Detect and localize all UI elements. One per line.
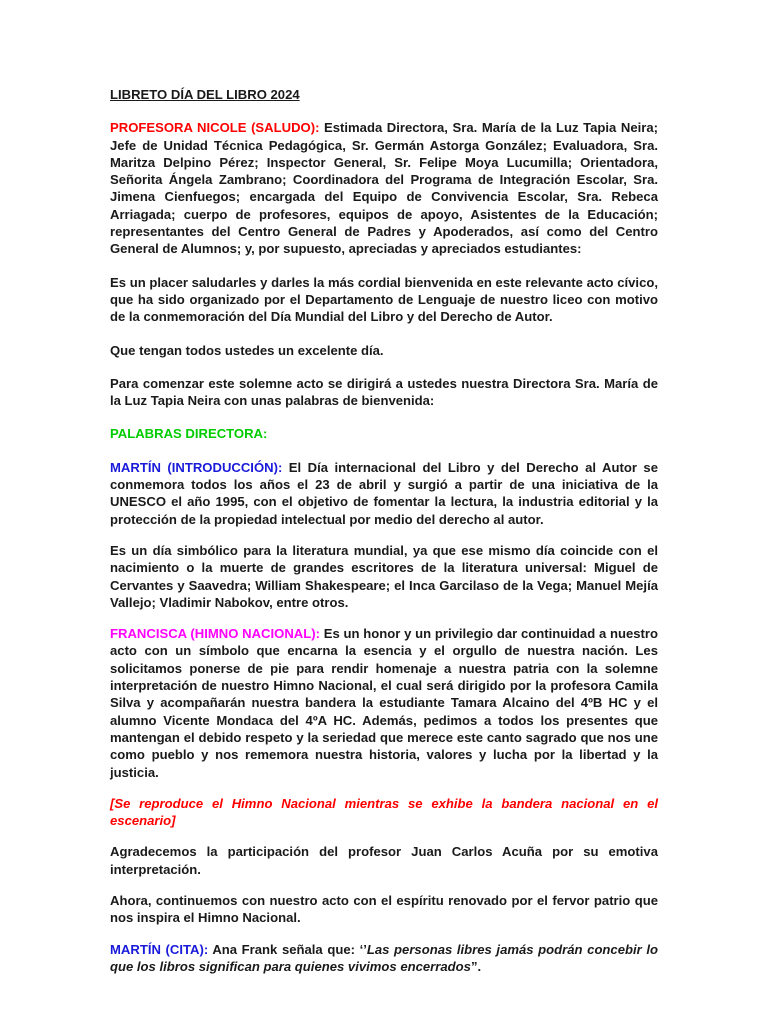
paragraph-anthem bbox=[110, 625, 658, 781]
speaker-label-director: PALABRAS DIRECTORA: bbox=[110, 426, 268, 442]
paragraph-director-intro: Para comenzar este solemne acto se dirigirá a ustedes nuestra Directora Sra. María de la Luz Tapia Neira con unas palabras de bienvenida: bbox=[110, 375, 658, 409]
paragraph-text: Estimada Directora, Sra. María de la Luz Tapia Neira; Jefe de Unidad Técnica Pedagógica, Sr. Germán Astorga González; Evaluadora, Sra. Maritza Delpino Pérez; Inspector General, Sr. Felipe Moya Lucumilla; Orientadora, Señorita Ángela Zambrano; Coordinadora del Programa de Integración Escolar, Sra. Jimena Cienfuegos; encargada del Equipo de Convivencia Escolar, Sra. Rebeca Arriagada; cuerpo de profesores, equipos de apoyo, Asistentes de la Educación; representantes del Centro General de Padres y Apoderados, así como del Centro General de Alumnos; y, por supuesto, apreciadas y apreciados estudiantes: bbox=[110, 120, 658, 257]
speaker-label: PROFESORA NICOLE (SALUDO): bbox=[110, 120, 320, 136]
speaker-label: MARTÍN (INTRODUCCIÓN): bbox=[110, 459, 283, 475]
paragraph-greeting bbox=[110, 119, 658, 257]
paragraph-thanks: Agradecemos la participación del profesor Juan Carlos Acuña por su emotiva interpretación. bbox=[110, 844, 658, 877]
speaker-label: MARTÍN (CITA): bbox=[110, 941, 209, 957]
paragraph-good-day: Que tengan todos ustedes un excelente día. bbox=[110, 342, 384, 358]
quote-text: Las personas libres jamás podrán concebir lo que los libros significan para quienes vivimos encerrados bbox=[110, 941, 658, 974]
document-page bbox=[110, 86, 658, 991]
stage-direction: [Se reproduce el Himno Nacional mientras se exhibe la bandera nacional en el escenario] bbox=[110, 795, 658, 829]
paragraph-symbolic-day: Es un día simbólico para la literatura mundial, ya que ese mismo día coincide con el nacimiento o la muerte de grandes escritores de la literatura universal: Miguel de Cervantes y Saavedra; William Shakespeare; el Inca Garcilaso de la Vega; Manuel Mejía Vallejo; Vladimir Nabokov, entre otros. bbox=[110, 542, 658, 610]
speaker-label: FRANCISCA (HIMNO NACIONAL): bbox=[110, 626, 320, 642]
paragraph-text: Es un honor y un privilegio dar continuidad a nuestro acto con un símbolo que encarna la esencia y el orgullo de nuestra nación. Les solicitamos ponerse de pie para rendir homenaje a nuestra patria con la solemne interpretación de nuestro Himno Nacional, el cual será dirigido por la profesora Camila Silva y acompañarán nuestra bandera la estudiante Tamara Alcaino del 4ºB HC y el alumno Vicente Mondaca del 4ºA HC. Además, pedimos a todos los presentes que mantengan el debido respeto y la seriedad que merece este canto sagrado que nos une como pueblo y nos rememora nuestra historia, valores y lucha por la libertad y la justicia. bbox=[110, 626, 659, 780]
document-title: LIBRETO DÍA DEL LIBRO 2024 bbox=[110, 87, 300, 102]
quote-lead: Ana Frank señala que: ‘’ bbox=[208, 941, 367, 957]
quote-tail: ”. bbox=[470, 958, 482, 974]
paragraph-quote bbox=[110, 941, 658, 976]
paragraph-continue: Ahora, continuemos con nuestro acto con el espíritu renovado por el fervor patrio que nos inspira el Himno Nacional. bbox=[110, 892, 658, 926]
paragraph-introduction bbox=[110, 459, 658, 528]
paragraph-text: El Día internacional del Libro y del Derecho al Autor se conmemora todos los años el 23 de abril y surgió a partir de una iniciativa de la UNESCO el año 1995, con el objetivo de fomentar la lectura, la industria editorial y la protección de la propiedad intelectual por medio del derecho al autor. bbox=[110, 459, 658, 527]
paragraph-welcome: Es un placer saludarles y darles la más cordial bienvenida en este relevante acto cívico, que ha sido organizado por el Departamento de Lenguaje de nuestro liceo con motivo de la conmemoración del Día Mundial del Libro y del Derecho de Autor. bbox=[110, 274, 658, 325]
